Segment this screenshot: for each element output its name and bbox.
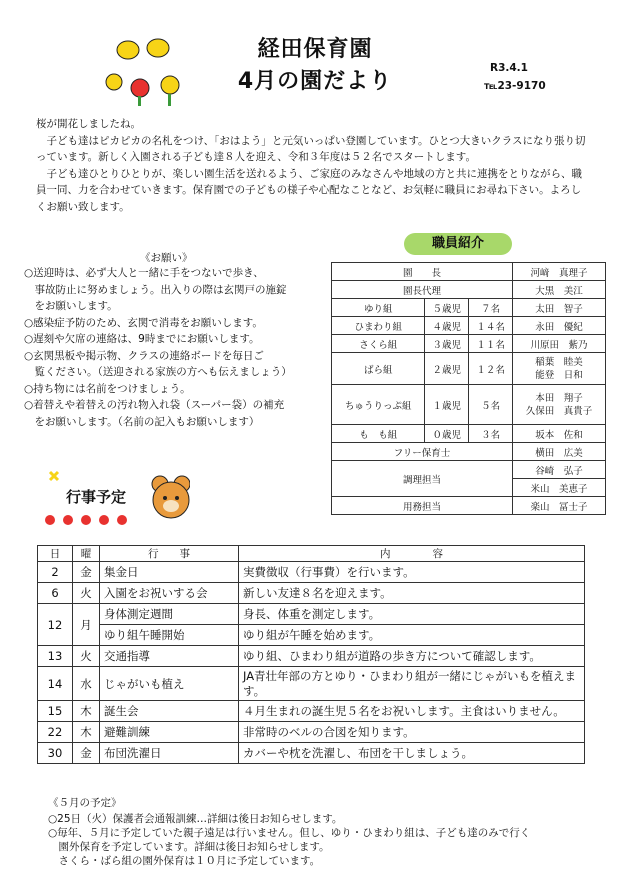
may-line: ○毎年、５月に予定していた親子遠足は行いません。但し、ゆり・ひまわり組は、子ども達のみで行く xyxy=(48,826,531,839)
table-row: 調理担当 谷崎 弘子 xyxy=(332,461,606,479)
phone-number: ℡23-9170 xyxy=(484,80,546,92)
request-item: ○持ち物には名前をつけましょう。 xyxy=(24,382,191,395)
table-row: ちゅうりっぷ組 １歳児 ５名 本田 翔子 久保田 真貴子 xyxy=(332,385,606,425)
table-row: 園 長 河﨑 真理子 xyxy=(332,263,606,281)
request-item: ○玄関黒板や掲示物、クラスの連絡ボードを毎日ご xyxy=(24,349,264,362)
flower-icon xyxy=(131,79,149,97)
intro-line: 桜が開花しましたね。 xyxy=(36,118,141,130)
table-row: ばら組 ２歳児 １２名 稲葉 睦美 能登 日和 xyxy=(332,353,606,385)
table-row: 15 木 誕生会 ４月生まれの誕生児５名をお祝いします。主食はいりません。 xyxy=(38,701,585,722)
table-row: 22 木 避難訓練 非常時のベルの合図を知ります。 xyxy=(38,722,585,743)
bee-icon xyxy=(147,39,169,57)
table-row: フリー保育士 横田 広美 xyxy=(332,443,606,461)
flower-icon xyxy=(161,76,179,94)
request-item: 覧ください。（送迎される家族の方へも伝えましょう） xyxy=(24,366,292,378)
table-row: ひまわり組 ４歳児 １４名 永田 優紀 xyxy=(332,317,606,335)
request-item: 事故防止に努めましょう。出入りの際は玄関戸の施錠 xyxy=(24,283,287,296)
title-line1: 経田保育園 xyxy=(257,37,373,62)
issue-date: R3.4.1 xyxy=(490,62,528,74)
table-row: さくら組 ３歳児 １１名 川原田 紫乃 xyxy=(332,335,606,353)
table-row: 30 金 布団洗濯日 カバーや枕を洗濯し、布団を干しましょう。 xyxy=(38,743,585,764)
may-line: ○25日（火）保護者会通報訓練…詳細は後日お知らせします。 xyxy=(48,812,343,825)
table-row: 2 金 集金日 実費徴収（行事費）を行います。 xyxy=(38,562,585,583)
request-item: ○送迎時は、必ず大人と一緒に手をつないで歩き、 xyxy=(24,267,264,279)
request-item: ○感染症予防のため、玄関で消毒をお願いします。 xyxy=(24,316,263,329)
requests-list xyxy=(24,265,324,430)
bear-tulips-illustration xyxy=(40,462,190,532)
table-row: 12 月 身体測定週間 身長、体重を測定します。 xyxy=(38,604,585,625)
table-row: 13 火 交通指導 ゆり組、ひまわり組が道路の歩き方について確認します。 xyxy=(38,646,585,667)
staff-heading: 職員紹介 xyxy=(404,233,512,255)
tulip-icon xyxy=(81,515,91,525)
request-item: をお願いします。（名前の記入もお願いします） xyxy=(24,415,260,428)
intro-paragraph: 子ども達ひとりひとりが、楽しい園生活を送れるよう、ご家庭のみなさんや地域の方と共に連携をとりながら、職員一同、力を合わせていきます。保育園での子どもの様子や心配なことなど、お気軽に職員にお尋ね下さい。よろしくお願い致します。 xyxy=(36,167,582,213)
butterfly-icon xyxy=(50,472,58,480)
request-item: ○遅刻や欠席の連絡は、9時までにお願いします。 xyxy=(24,333,260,345)
tulip-icon xyxy=(99,515,109,525)
request-item: をお願いします。 xyxy=(24,300,118,312)
flower-icon xyxy=(106,74,122,90)
bee-flowers-illustration xyxy=(100,30,195,108)
table-row: ゆり組午睡開始 ゆり組が午睡を始めます。 xyxy=(38,625,585,646)
tulip-icon xyxy=(45,515,55,525)
request-item: ○着替えや着替えの汚れ物入れ袋（スーパー袋）の補充 xyxy=(24,399,285,411)
table-header-row: 日 曜 行 事 内 容 xyxy=(38,546,585,562)
tulip-icon xyxy=(117,515,127,525)
tulip-icon xyxy=(63,515,73,525)
requests-heading: 《お願い》 xyxy=(140,252,193,264)
staff-table xyxy=(331,262,606,515)
table-row: 用務担当 楽山 冨士子 xyxy=(332,497,606,515)
events-label: 行事予定 xyxy=(66,488,127,506)
may-line: さくら・ばら組の園外保育は１０月に予定しています。 xyxy=(48,854,321,867)
schedule-table xyxy=(37,545,585,764)
table-row: も も組 ０歳児 ３名 坂本 佐和 xyxy=(332,425,606,443)
may-line: 園外保育を予定しています。詳細は後日お知らせします。 xyxy=(48,840,330,853)
table-row: 6 火 入園をお祝いする会 新しい友達８名を迎えます。 xyxy=(38,583,585,604)
bee-icon xyxy=(117,41,139,59)
table-row: 米山 美恵子 xyxy=(332,479,606,497)
may-heading: 《５月の予定》 xyxy=(48,797,122,809)
table-row: ゆり組 ５歳児 ７名 太田 智子 xyxy=(332,299,606,317)
intro-text xyxy=(36,116,591,215)
table-row: 14 水 じゃがいも植え JA青壮年部の方とゆり・ひまわり組が一緒にじゃがいもを植えます。 xyxy=(38,667,585,701)
title-line2: 4月の園だより xyxy=(237,69,393,94)
intro-paragraph: 子ども達はピカピカの名札をつけ、「おはよう」と元気いっぱい登園しています。ひとつ大きいクラスになり張り切っています。新しく入園される子ども達８人を迎え、令和３年度は５２名でスタートします。 xyxy=(36,134,586,163)
may-plans xyxy=(48,795,608,868)
table-row: 園長代理 大黒 美江 xyxy=(332,281,606,299)
